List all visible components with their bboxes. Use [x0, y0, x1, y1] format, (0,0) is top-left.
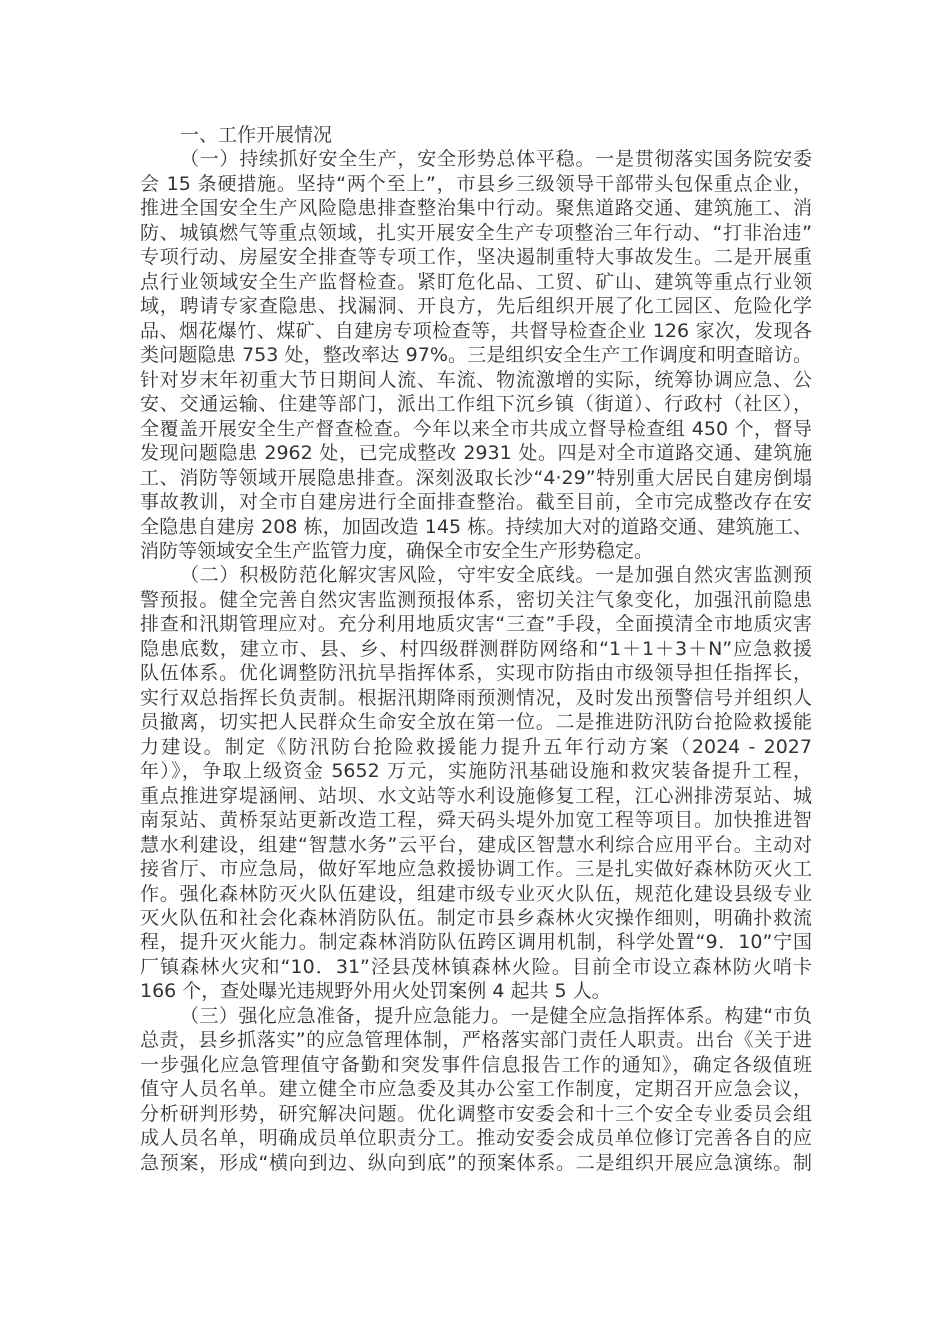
paragraph-line: 实行双总指挥长负责制。根据汛期降雨预测情况，及时发出预警信号并组织人	[140, 686, 812, 709]
paragraph-line: 消防等领域安全生产监管力度，确保全市安全生产形势稳定。	[140, 539, 654, 562]
paragraph-line: 总责，县乡抓落实”的应急管理体制，严格落实部门责任人职责。出台《关于进	[140, 1029, 812, 1052]
paragraph-line: 一步强化应急管理值守备勤和突发事件信息报告工作的通知》，确定各级值班	[140, 1053, 812, 1076]
paragraph	[140, 563, 812, 1003]
paragraph-line: 安、交通运输、住建等部门，派出工作组下沉乡镇（街道）、行政村（社区），	[140, 393, 812, 416]
paragraph-line: 值守人员名单。建立健全市应急委及其办公室工作制度，定期召开应急会议，	[140, 1078, 812, 1101]
paragraph-line: （二）积极防范化解灾害风险，守牢安全底线。一是加强自然灾害监测预	[180, 564, 812, 587]
paragraph-line: 推进全国安全生产风险隐患排查整治集中行动。聚焦道路交通、建筑施工、消	[140, 197, 812, 220]
paragraph-line: 全覆盖开展安全生产督查检查。今年以来全市共成立督导检查组 450 个，督导	[140, 417, 812, 440]
paragraph-line: 针对岁末年初重大节日期间人流、车流、物流激增的实际，统筹协调应急、公	[140, 368, 812, 391]
paragraph-line: 事故教训，对全市自建房进行全面排查整治。截至目前，全市完成整改存在安	[140, 491, 812, 514]
paragraph-line: 年）》，争取上级资金 5652 万元，实施防汛基础设施和救灾装备提升工程，	[140, 760, 812, 783]
paragraph-line: 点行业领域安全生产监督检查。紧盯危化品、工贸、矿山、建筑等重点行业领	[140, 270, 812, 293]
paragraph-line: 成人员名单，明确成员单位职责分工。推动安委会成员单位修订完善各自的应	[140, 1127, 812, 1150]
paragraph-line: 南泵站、黄桥泵站更新改造工程，舜天码头堤外加宽工程等项目。加快推进智	[140, 809, 812, 832]
paragraph-line: 厂镇森林火灾和“10．31”泾县茂林镇森林火险。目前全市设立森林防火哨卡	[140, 955, 812, 978]
paragraph-line: 类问题隐患 753 处，整改率达 97%。三是组织安全生产工作调度和明查暗访。	[140, 344, 812, 367]
paragraph-line: 警预报。健全完善自然灾害监测预报体系，密切关注气象变化，加强汛前隐患	[140, 588, 812, 611]
paragraph-line: 员撤离，切实把人民群众生命安全放在第一位。二是推进防汛防台抢险救援能	[140, 711, 812, 734]
paragraph-line: 作。强化森林防灭火队伍建设，组建市级专业灭火队伍，规范化建设县级专业	[140, 882, 812, 905]
paragraph-line: 重点推进穿堤涵闸、站坝、水文站等水利设施修复工程，江心洲排涝泵站、城	[140, 784, 812, 807]
paragraph-line: 发现问题隐患 2962 处，已完成整改 2931 处。四是对全市道路交通、建筑施	[140, 442, 812, 465]
paragraph-line: 接省厅、市应急局，做好军地应急救援协调工作。三是扎实做好森林防灭火工	[140, 858, 812, 881]
paragraph-line: 分析研判形势，研究解决问题。优化调整市安委会和十三个安全专业委员会组	[140, 1102, 812, 1125]
paragraph-line: 灭火队伍和社会化森林消防队伍。制定市县乡森林火灾操作细则，明确扑救流	[140, 907, 812, 929]
paragraph-line: 全隐患自建房 208 栋，加固改造 145 栋。持续加大对的道路交通、建筑施工、	[140, 515, 812, 538]
paragraph-line: 排查和汛期管理应对。充分利用地质灾害“三查”手段，全面摸清全市地质灾害	[140, 613, 812, 636]
document-page	[140, 123, 812, 1175]
paragraph-line: 力建设。制定《防汛防台抢险救援能力提升五年行动方案（2024 - 2027	[140, 735, 812, 758]
paragraph-line: （三）强化应急准备，提升应急能力。一是健全应急指挥体系。构建“市负	[180, 1004, 812, 1027]
paragraph-line: 防、城镇燃气等重点领域，扎实开展安全生产专项整治三年行动、“打非治违”	[140, 221, 812, 244]
paragraph-line: 队伍体系。优化调整防汛抗旱指挥体系，实现市防指由市级领导担任指挥长，	[140, 662, 812, 685]
paragraph-line: 域，聘请专家查隐患、找漏洞、开良方，先后组织开展了化工园区、危险化学	[140, 295, 812, 318]
paragraph-line: 会 15 条硬措施。坚持“两个至上”，市县乡三级领导干部带头包保重点企业，	[140, 172, 812, 195]
paragraph-line: 程，提升灭火能力。制定森林消防队伍跨区调用机制，科学处置“9．10”宁国	[140, 931, 812, 954]
paragraph-line: 品、烟花爆竹、煤矿、自建房专项检查等，共督导检查企业 126 家次，发现各	[140, 319, 812, 342]
paragraph-line: 专项行动、房屋安全排查等专项工作，坚决遏制重特大事故发生。二是开展重	[140, 246, 812, 269]
paragraph-line: 工、消防等领域开展隐患排查。深刻汲取长沙“4·29”特别重大居民自建房倒塌	[140, 466, 812, 489]
paragraph	[140, 147, 812, 563]
paragraph-line: 急预案，形成“横向到边、纵向到底”的预案体系。二是组织开展应急演练。制	[140, 1151, 812, 1174]
paragraph-line: 166 个，查处曝光违规野外用火处罚案例 4 起共 5 人。	[140, 980, 611, 1003]
section-heading: 一、工作开展情况	[180, 124, 333, 146]
document-body	[140, 147, 812, 1175]
paragraph	[140, 1004, 812, 1175]
paragraph-line: 慧水利建设，组建“智慧水务”云平台，建成区智慧水利综合应用平台。主动对	[140, 833, 812, 856]
paragraph-line: （一）持续抓好安全生产，安全形势总体平稳。一是贯彻落实国务院安委	[180, 148, 812, 171]
paragraph-line: 隐患底数，建立市、县、乡、村四级群测群防网络和“1＋1＋3＋N”应急救援	[140, 637, 812, 660]
